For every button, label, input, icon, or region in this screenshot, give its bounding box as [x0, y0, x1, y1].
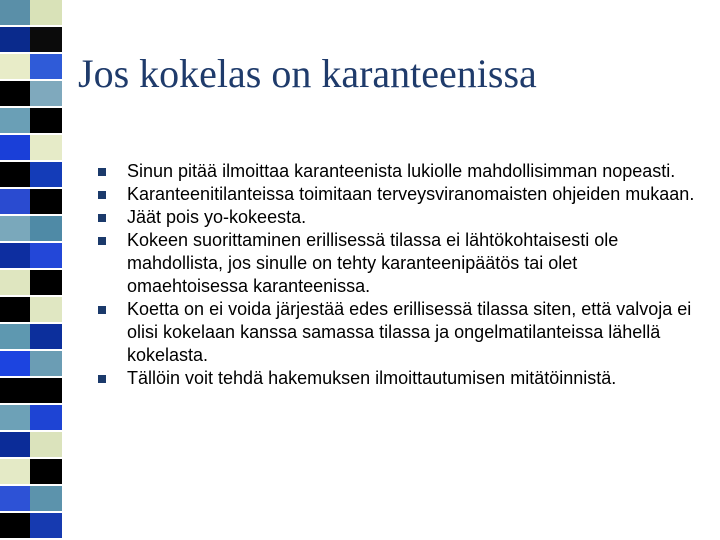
- strip-block: [30, 459, 62, 486]
- strip-block: [30, 216, 62, 243]
- bullet-item: [96, 160, 696, 183]
- strip-block: [0, 486, 30, 513]
- bullet-item: [96, 183, 696, 206]
- strip-block: [0, 459, 30, 486]
- strip-block: [0, 324, 30, 351]
- strip-block: [30, 54, 62, 81]
- strip-block: [0, 162, 30, 189]
- square-bullet-icon: [98, 168, 106, 176]
- bullet-text: Koetta on ei voida järjestää edes erillisessä tilassa siten, että valvoja ei olisi kokelaan kanssa samassa tilassa ja ongelmatilanteissa lähellä kokelasta.: [127, 299, 692, 365]
- strip-block: [30, 405, 62, 432]
- strip-block: [30, 297, 62, 324]
- strip-block: [30, 162, 62, 189]
- bullet-text: Sinun pitää ilmoittaa karanteenista lukiolle mahdollisimman nopeasti.: [127, 161, 676, 181]
- square-bullet-icon: [98, 306, 106, 314]
- strip-block: [0, 513, 30, 540]
- bullet-text: Kokeen suorittaminen erillisessä tilassa ei lähtökohtaisesti ole mahdollista, jos sinulle on tehty karanteenipäätös tai olet omaehtoisessa karanteenissa.: [127, 230, 619, 296]
- strip-block: [30, 0, 62, 27]
- strip-column-right: [30, 0, 62, 540]
- strip-block: [30, 243, 62, 270]
- strip-block: [0, 81, 30, 108]
- strip-block: [0, 270, 30, 297]
- decorative-side-strip: [0, 0, 62, 540]
- bullet-text: Jäät pois yo-kokeesta.: [127, 207, 307, 227]
- strip-block: [30, 189, 62, 216]
- strip-column-left: [0, 0, 30, 540]
- square-bullet-icon: [98, 191, 106, 199]
- strip-block: [30, 81, 62, 108]
- strip-block: [0, 27, 30, 54]
- square-bullet-icon: [98, 375, 106, 383]
- square-bullet-icon: [98, 237, 106, 245]
- square-bullet-icon: [98, 214, 106, 222]
- strip-block: [0, 351, 30, 378]
- strip-block: [30, 378, 62, 405]
- bullet-text: Karanteenitilanteissa toimitaan terveysviranomaisten ohjeiden mukaan.: [127, 184, 695, 204]
- strip-block: [30, 513, 62, 540]
- strip-block: [0, 405, 30, 432]
- bullet-list: [96, 160, 696, 390]
- strip-block: [0, 189, 30, 216]
- bullet-item: [96, 229, 696, 298]
- strip-block: [30, 108, 62, 135]
- strip-block: [30, 486, 62, 513]
- strip-block: [0, 378, 30, 405]
- strip-block: [30, 270, 62, 297]
- strip-block: [0, 135, 30, 162]
- bullet-text: Tällöin voit tehdä hakemuksen ilmoittautumisen mitätöinnistä.: [127, 368, 617, 388]
- strip-block: [0, 432, 30, 459]
- bullet-item: [96, 367, 696, 390]
- strip-block: [30, 27, 62, 54]
- strip-block: [30, 135, 62, 162]
- bullet-item: [96, 206, 696, 229]
- strip-block: [0, 0, 30, 27]
- strip-block: [0, 54, 30, 81]
- strip-block: [30, 351, 62, 378]
- strip-block: [0, 243, 30, 270]
- strip-block: [30, 432, 62, 459]
- bullet-item: [96, 298, 696, 367]
- slide-title: Jos kokelas on karanteenissa: [78, 51, 537, 96]
- strip-block: [0, 108, 30, 135]
- strip-block: [0, 216, 30, 243]
- strip-block: [30, 324, 62, 351]
- strip-block: [0, 297, 30, 324]
